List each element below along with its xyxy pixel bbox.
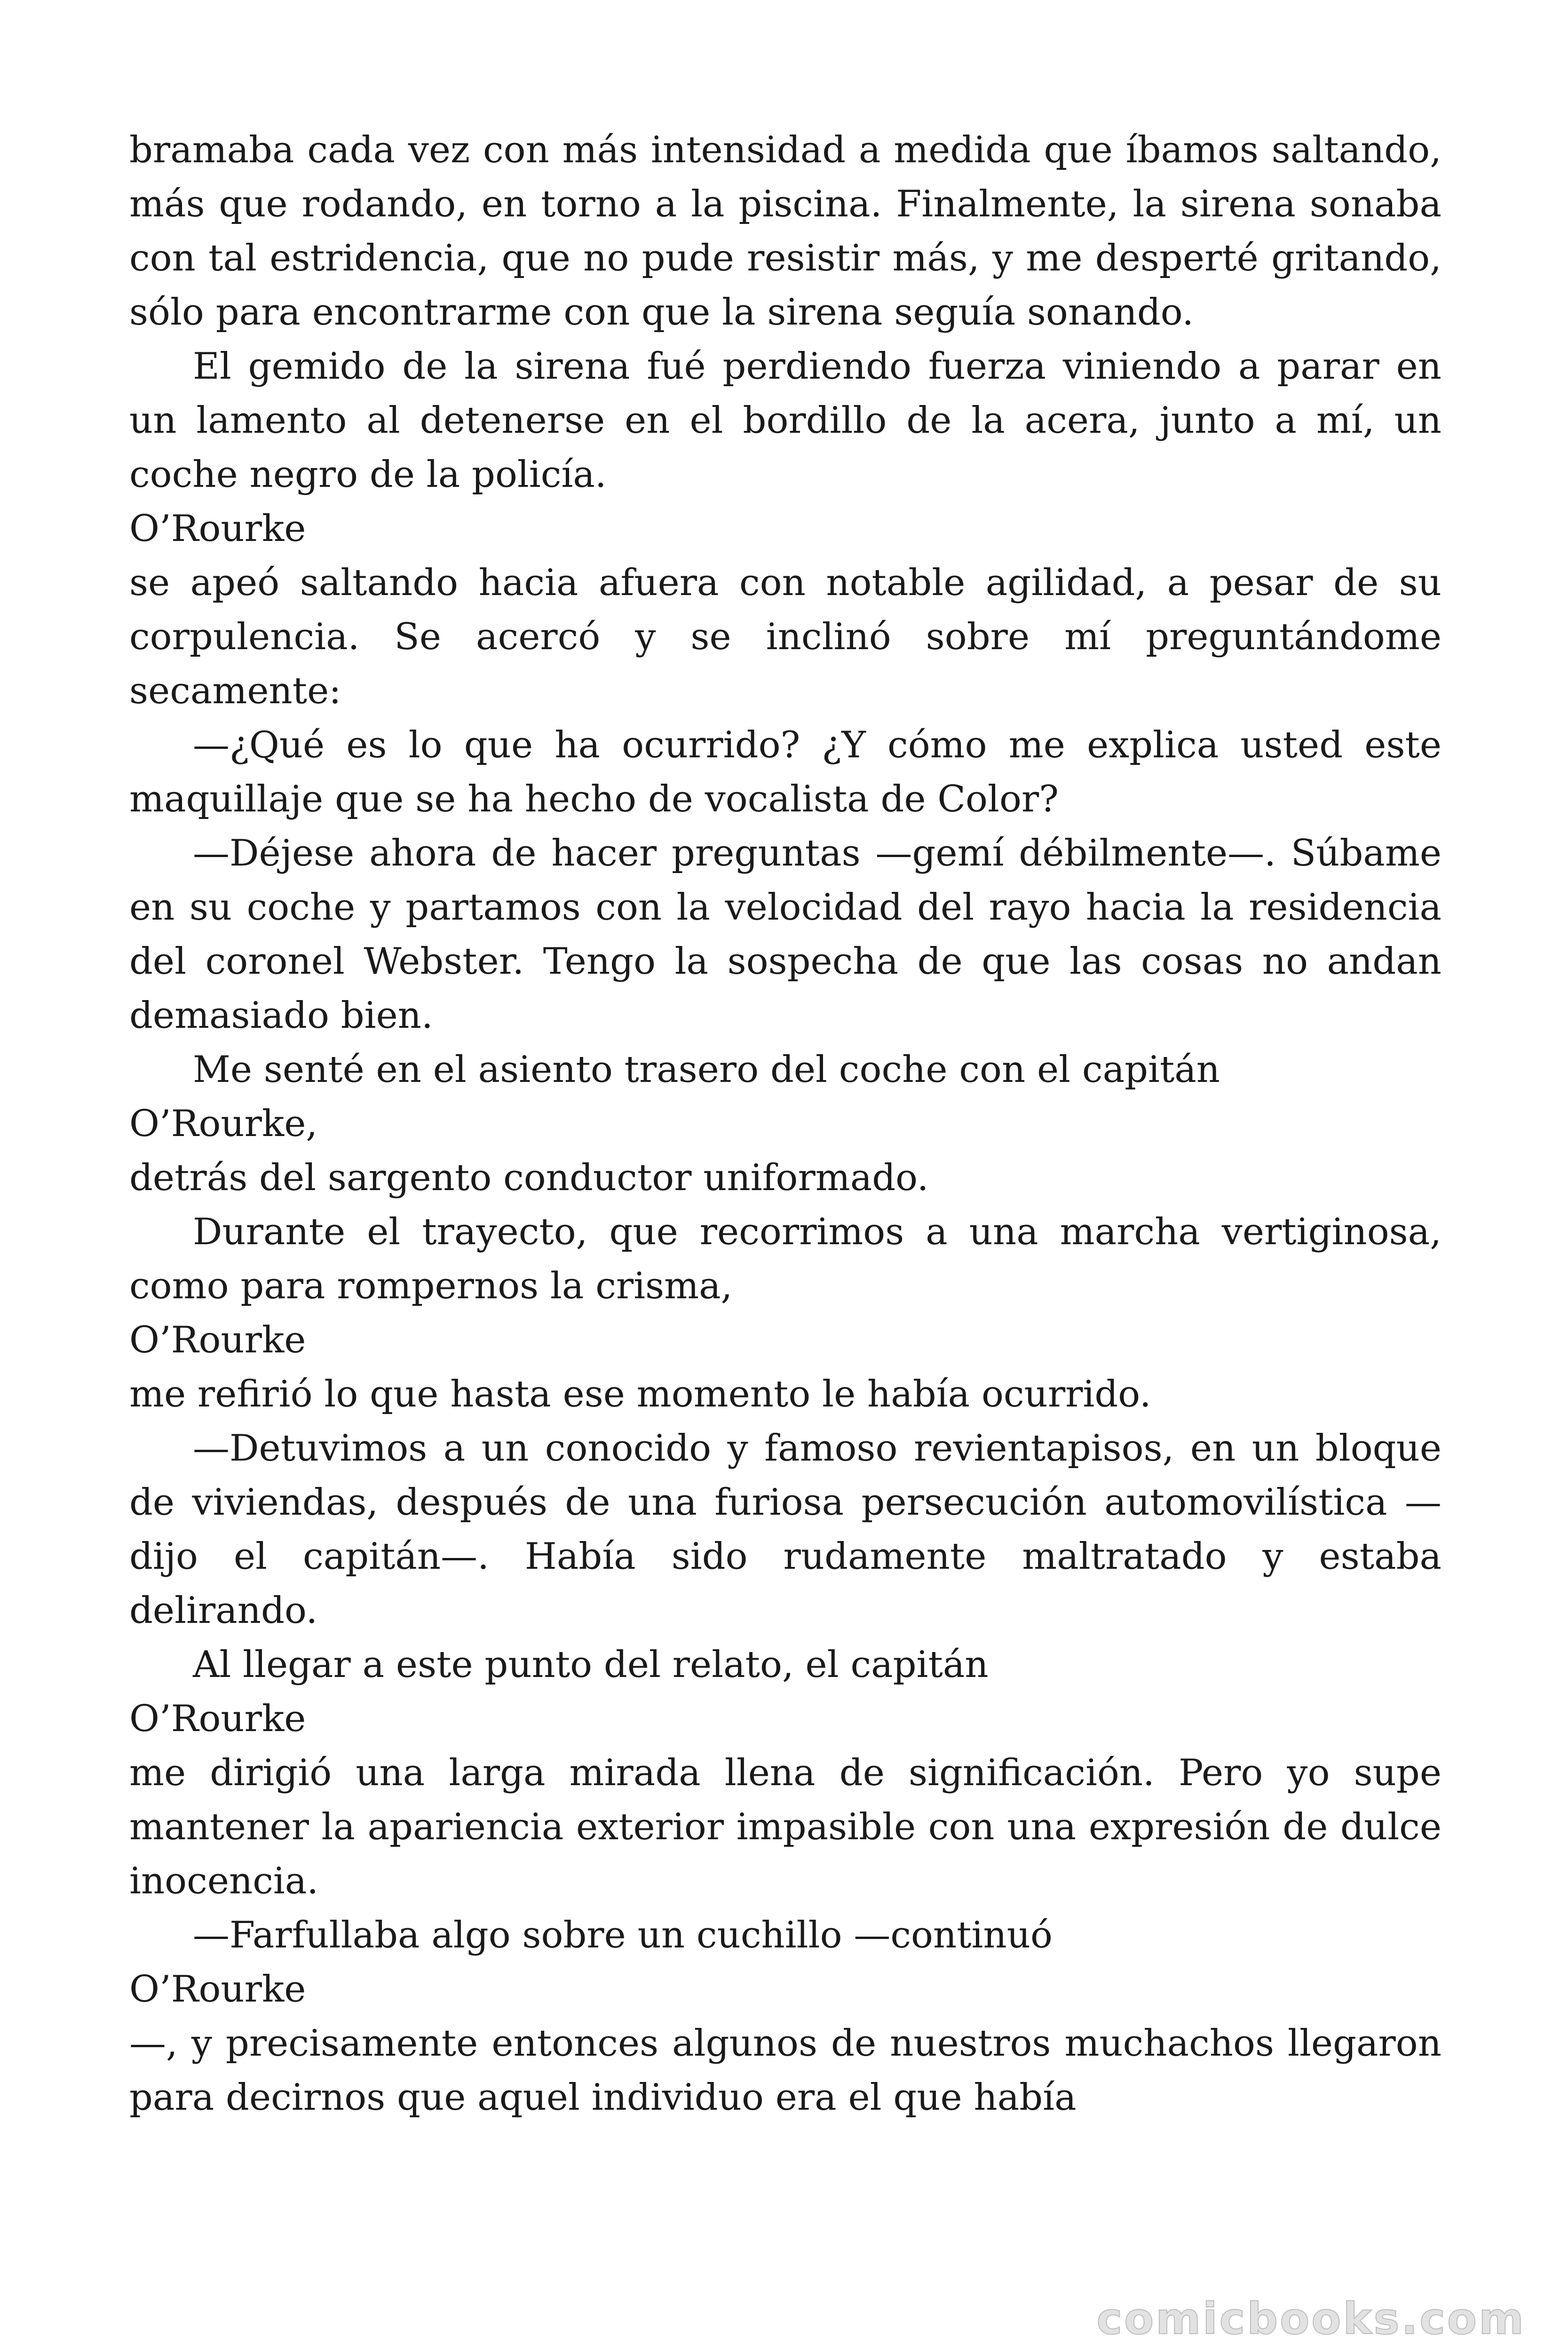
paragraph: Durante el trayecto, que recorrimos a una marcha vertiginosa, como para rompernos la crisma, <box>129 1211 1441 1307</box>
paragraph: Al llegar a este punto del relato, el capitán <box>193 1644 989 1686</box>
paragraph: detrás del sargento conductor uniformado. <box>129 1157 929 1199</box>
paragraph: —, y precisamente entonces algunos de nuestros muchachos llegaron para decirnos que aquel individuo era el que había <box>129 2022 1441 2119</box>
speaker-name-line: O’Rourke, <box>129 1103 318 1145</box>
paragraph: Me senté en el asiento trasero del coche con el capitán <box>193 1049 1220 1091</box>
paragraph: bramaba cada vez con más intensidad a medida que íbamos saltando, más que rodando, en torno a la piscina. Finalmente, la sirena sonaba con tal estridencia, que no pude resistir más, y me desperté gritando, sólo para encontrarme con que la sirena seguía sonando. <box>129 129 1441 334</box>
body-text <box>129 123 1441 2125</box>
dialogue-paragraph: —¿Qué es lo que ha ocurrido? ¿Y cómo me explica usted este maquillaje que se ha hecho de vocalista de Color? <box>129 724 1441 820</box>
speaker-name-line: O’Rourke <box>129 1968 306 2010</box>
paragraph: se apeó saltando hacia afuera con notable agilidad, a pesar de su corpulencia. Se acercó y se inclinó sobre mí preguntándome secamente: <box>129 562 1441 712</box>
dialogue-paragraph: —Farfullaba algo sobre un cuchillo —continuó <box>193 1914 1053 1956</box>
paragraph: El gemido de la sirena fué perdiendo fuerza viniendo a parar en un lamento al detenerse en el bordillo de la acera, junto a mí, un coche negro de la policía. <box>129 345 1441 496</box>
speaker-name-line: O’Rourke <box>129 1319 306 1361</box>
dialogue-paragraph: —Déjese ahora de hacer preguntas —gemí débilmente—. Súbame en su coche y partamos con la velocidad del rayo hacia la residencia del coronel Webster. Tengo la sospecha de que las cosas no andan demasiado bien. <box>129 832 1441 1037</box>
speaker-name-line: O’Rourke <box>129 508 306 550</box>
site-watermark: comicbooks.com <box>1096 2294 1526 2344</box>
paragraph: me refirió lo que hasta ese momento le había ocurrido. <box>129 1373 1151 1415</box>
dialogue-paragraph: —Detuvimos a un conocido y famoso revientapisos, en un bloque de viviendas, después de una furiosa persecución automovilística —dijo el capitán—. Había sido rudamente maltratado y estaba delirando. <box>129 1427 1441 1632</box>
speaker-name-line: O’Rourke <box>129 1698 306 1740</box>
paragraph: me dirigió una larga mirada llena de significación. Pero yo supe mantener la apariencia exterior impasible con una expresión de dulce inocencia. <box>129 1752 1441 1902</box>
